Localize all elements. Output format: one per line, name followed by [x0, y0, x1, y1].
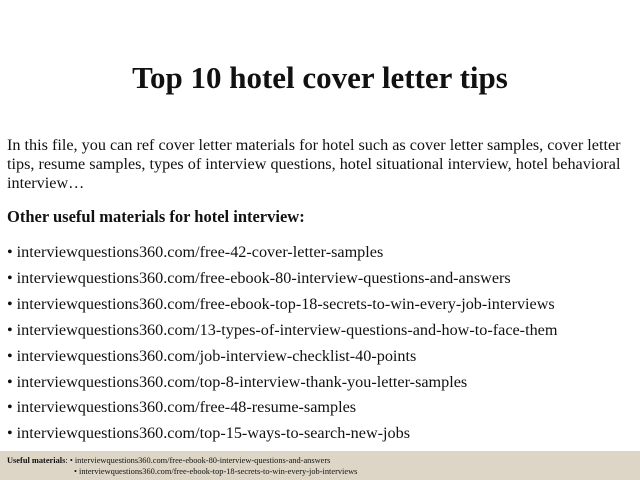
footer-row: [7, 455, 357, 466]
intro-paragraph: In this file, you can ref cover letter materials for hotel such as cover letter samples, cover letter tips, resume samples, types of interview questions, hotel situational interview, hotel behavioral interview…: [7, 136, 621, 192]
bullet-icon: •: [7, 424, 13, 443]
list-item: [7, 292, 637, 318]
bullet-icon: •: [74, 467, 77, 476]
link-secrets-win-interviews[interactable]: interviewquestions360.com/free-ebook-top-18-secrets-to-win-every-job-interviews: [16, 294, 555, 313]
footer-row: [7, 466, 357, 477]
bullet-icon: •: [7, 268, 13, 287]
footer-separator: :: [65, 456, 70, 465]
bullet-icon: •: [7, 294, 13, 313]
materials-subheading: Other useful materials for hotel interview:: [7, 207, 305, 226]
materials-link-list: [7, 240, 637, 447]
bullet-icon: •: [7, 372, 13, 391]
link-thank-you-letter-samples[interactable]: interviewquestions360.com/top-8-interview-thank-you-letter-samples: [16, 372, 468, 391]
list-item: [7, 318, 637, 344]
bullet-icon: •: [69, 456, 73, 465]
link-types-interview-questions[interactable]: interviewquestions360.com/13-types-of-interview-questions-and-how-to-face-them: [16, 320, 558, 339]
page-title: Top 10 hotel cover letter tips: [132, 60, 508, 95]
link-interview-questions-answers[interactable]: interviewquestions360.com/free-ebook-80-interview-questions-and-answers: [16, 268, 511, 287]
footer-link-secrets-win[interactable]: interviewquestions360.com/free-ebook-top-18-secrets-to-win-every-job-interviews: [79, 467, 358, 476]
bullet-icon: •: [7, 320, 13, 339]
list-item: [7, 240, 637, 266]
list-item: [7, 395, 637, 421]
bullet-icon: •: [7, 243, 13, 261]
footer-label: Useful materials: [7, 456, 66, 465]
bullet-icon: •: [7, 346, 13, 365]
list-item: [7, 344, 637, 370]
bullet-icon: •: [7, 398, 13, 417]
list-item: [7, 370, 637, 396]
link-search-new-jobs[interactable]: interviewquestions360.com/top-15-ways-to-search-new-jobs: [16, 424, 411, 443]
link-resume-samples[interactable]: interviewquestions360.com/free-48-resume-samples: [16, 398, 357, 417]
footer-content: [7, 455, 357, 477]
link-cover-letter-samples[interactable]: interviewquestions360.com/free-42-cover-letter-samples: [16, 243, 384, 261]
link-interview-checklist[interactable]: interviewquestions360.com/job-interview-checklist-40-points: [16, 346, 417, 365]
footer-bar: [0, 451, 640, 480]
list-item: [7, 421, 637, 447]
list-item: [7, 266, 637, 292]
footer-link-interview-questions[interactable]: interviewquestions360.com/free-ebook-80-interview-questions-and-answers: [74, 456, 331, 465]
